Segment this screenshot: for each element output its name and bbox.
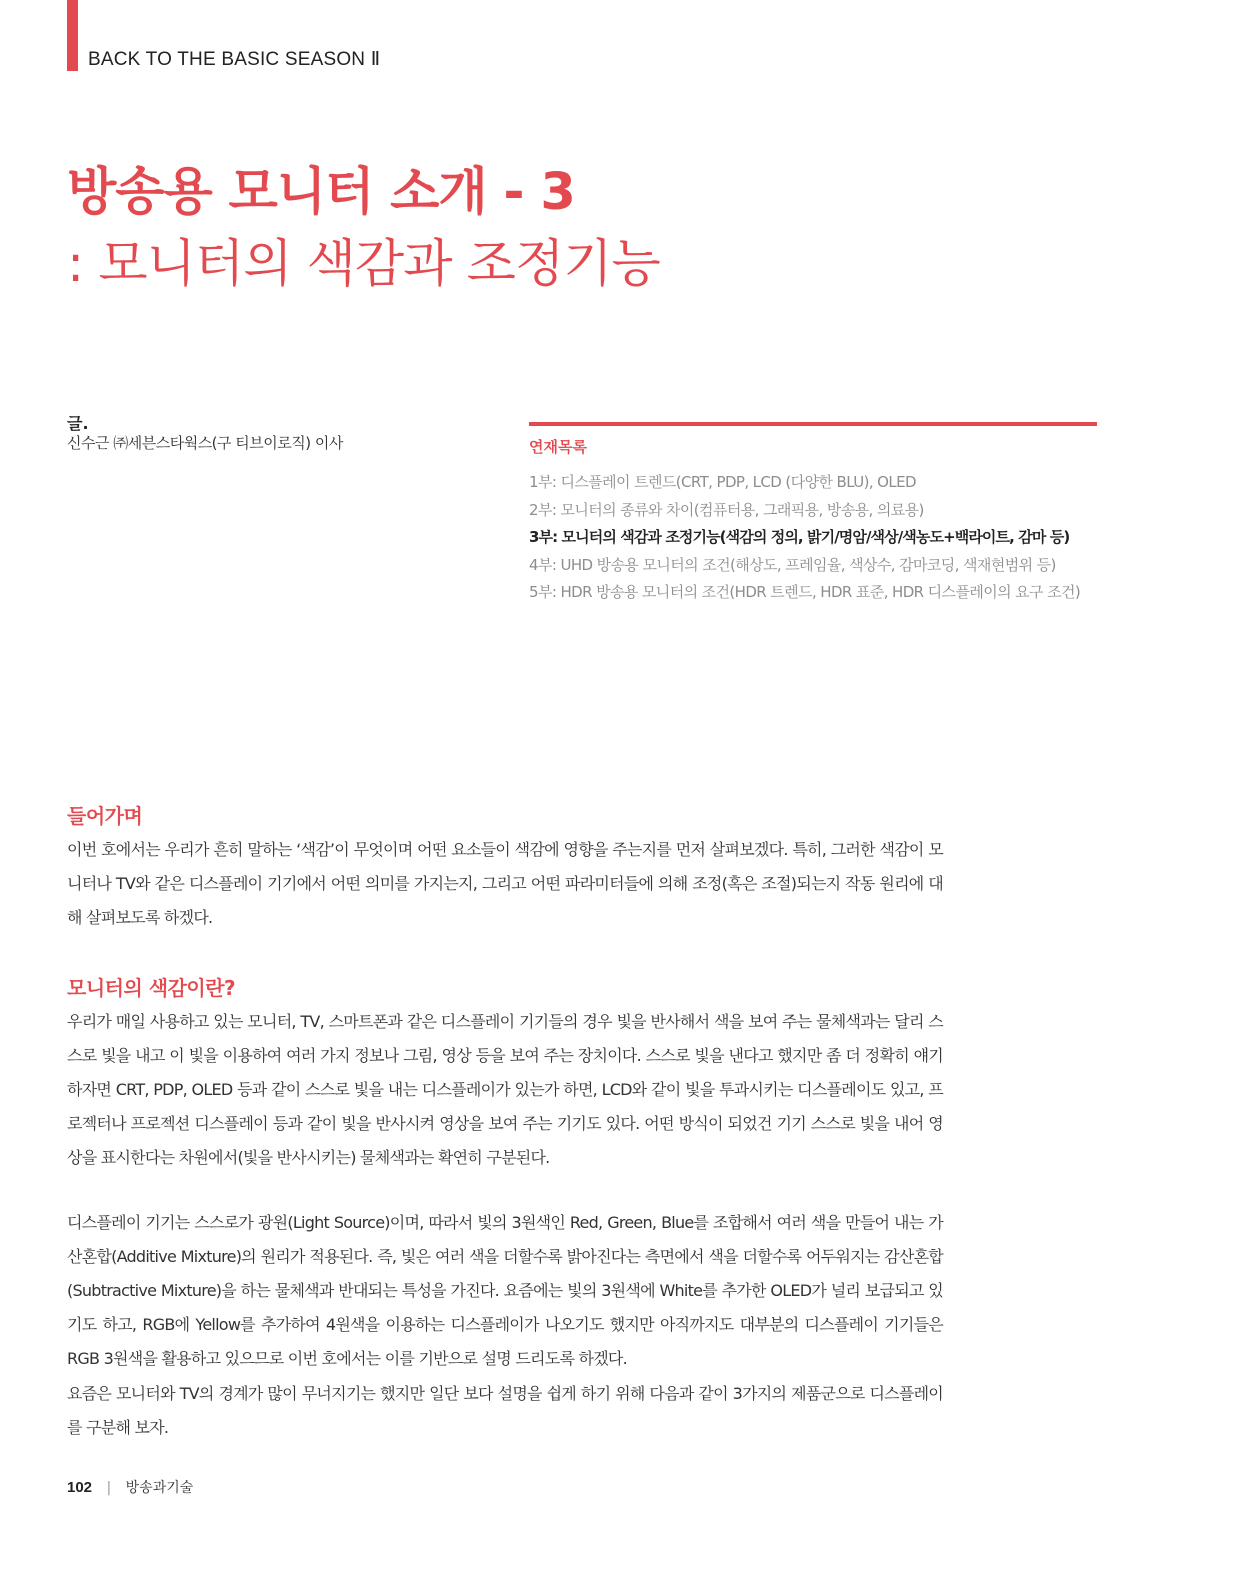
color-paragraph-3: 요즘은 모니터와 TV의 경계가 많이 무너지기는 했지만 일단 보다 설명을 쉽게 하기 위해 다음과 같이 3가지의 제품군으로 디스플레이를 구분해 보자.: [67, 1383, 943, 1437]
series-item: 2부: 모니터의 종류와 차이(컴퓨터용, 그래픽용, 방송용, 의료용): [529, 500, 924, 519]
series-label: BACK TO THE BASIC SEASON Ⅱ: [88, 49, 381, 70]
article-body: [67, 800, 943, 1445]
series-title: 연재목록: [529, 438, 587, 456]
section-spacer: [67, 936, 943, 972]
series-item-current: 3부: 모니터의 색감과 조정기능(색감의 정의, 밝기/명암/색상/색농도+백라이트, 감마 등): [529, 528, 1070, 546]
section-heading-color: 모니터의 색감이란?: [67, 975, 236, 1000]
intro-paragraph: 이번 호에서는 우리가 흔히 말하는 ‘색감’이 무엇이며 어떤 요소들이 색감에 영향을 주는지를 먼저 살펴보겠다. 특히, 그러한 색감이 모니터나 TV와 같은 디스플레이 기기에서 어떤 의미를 가지는지, 그리고 어떤 파라미터들에 의해 조정(혹은 조절)되는지 작동 원리에 대해 살펴보도록 하겠다.: [67, 840, 943, 928]
page-number: 102: [67, 1479, 93, 1496]
paragraph-spacer: [67, 1176, 943, 1206]
series-contents-box: [529, 422, 1097, 607]
section-heading-intro: 들어가며: [67, 804, 143, 828]
color-paragraph-1: 우리가 매일 사용하고 있는 모니터, TV, 스마트폰과 같은 디스플레이 기기들의 경우 빛을 반사해서 색을 보여 주는 물체색과는 달리 스스로 빛을 내고 이 빛을 이용하여 여러 가지 정보나 그림, 영상 등을 보여 주는 장치이다. 스스로 빛을 낸다고 했지만 좀 더 정확히 얘기하자면 CRT, PDP, OLED 등과 같이 스스로 빛을 내는 디스플레이가 있는가 하면, LCD와 같이 빛을 투과시키는 디스플레이도 있고, 프로젝터나 프로젝션 디스플레이 등과 같이 빛을 반사시켜 영상을 보여 주는 기기도 있다. 어떤 방식이 되었건 기기 스스로 빛을 내어 영상을 표시한다는 차원에서(빛을 반사시키는) 물체색과는 확연히 구분된다.: [67, 1011, 943, 1168]
section-accent-bar: [67, 0, 78, 71]
series-list: [529, 469, 1097, 607]
article-title: 방송용 모니터 소개 - 3: [67, 163, 575, 222]
byline-label: 글.: [67, 414, 89, 433]
article-subtitle: : 모니터의 색감과 조정기능: [67, 235, 660, 294]
series-item: 1부: 디스플레이 트렌드(CRT, PDP, LCD (다양한 BLU), OLED: [529, 473, 916, 491]
series-item: 5부: HDR 방송용 모니터의 조건(HDR 트렌드, HDR 표준, HDR 디스플레이의 요구 조건): [529, 583, 1081, 601]
byline-author: 신수근 ㈜세븐스타웍스(구 티브이로직) 이사: [67, 434, 343, 452]
footer-separator: |: [106, 1480, 112, 1496]
series-item: 4부: UHD 방송용 모니터의 조건(해상도, 프레임율, 색상수, 감마코딩, 색재현범위 등): [529, 555, 1056, 574]
series-divider: [529, 422, 1097, 426]
magazine-name: 방송과기술: [125, 1480, 194, 1496]
color-paragraph-2: 디스플레이 기기는 스스로가 광원(Light Source)이며, 따라서 빛의 3원색인 Red, Green, Blue를 조합해서 여러 색을 만들어 내는 가산혼합(Additive Mixture)의 원리가 적용된다. 즉, 빛은 여러 색을 더할수록 밝아진다는 측면에서 색을 더할수록 어두워지는 감산혼합(Subtractive Mixture)을 하는 물체색과 반대되는 특성을 가진다. 요즘에는 빛의 3원색에 White를 추가한 OLED가 널리 보급되고 있기도 하고, RGB에 Yellow를 추가하여 4원색을 이용하는 디스플레이가 나오기도 했지만 아직까지도 대부분의 디스플레이 기기들은 RGB 3원색을 활용하고 있으므로 이번 호에서는 이를 기반으로 설명 드리도록 하겠다.: [67, 1212, 943, 1369]
page-footer: [67, 1477, 193, 1497]
